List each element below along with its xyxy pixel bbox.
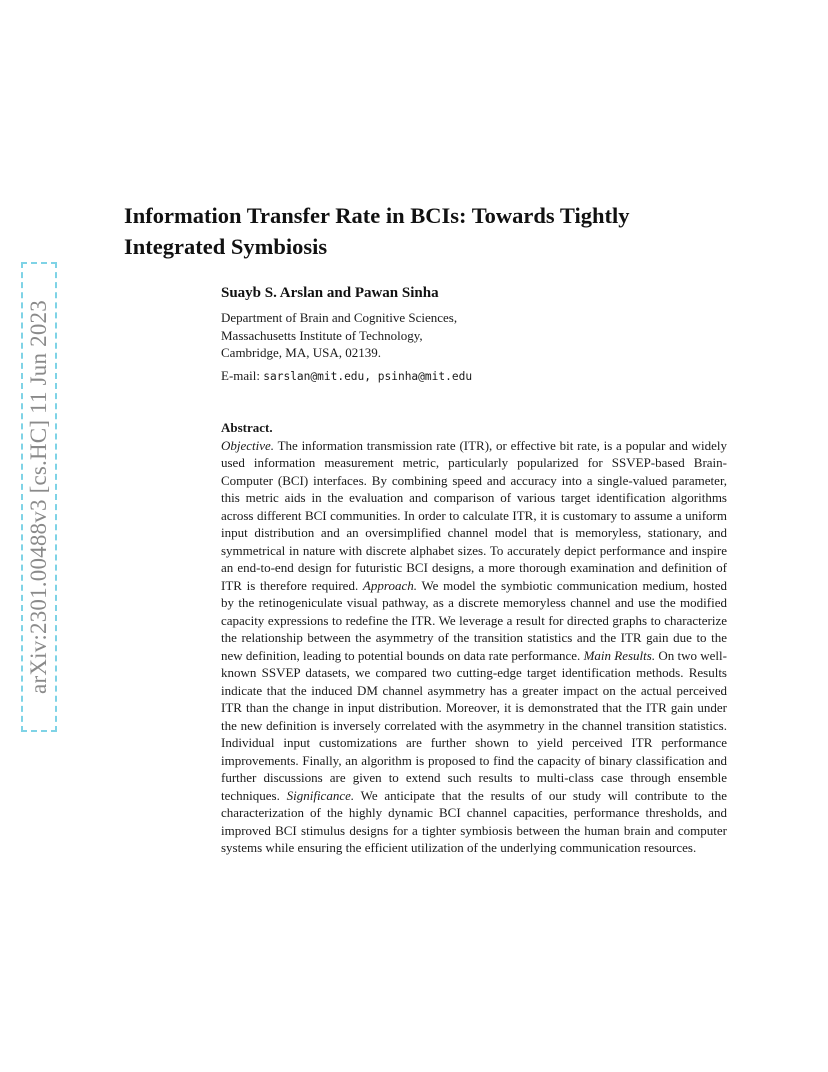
significance-text: We anticipate that the results of our study will contribute to the characterization of the highly dynamic BCI channel capacities, performance thresholds, and improved BCI stimulus designs for a tighter symbiosis between the human brain and computer systems while ensuring the efficient utilization of the underlying communication resources.	[221, 787, 728, 855]
objective-text: The information transmission rate (ITR), or effective bit rate, is a popular and widely used information measurement metric, particularly popularized for SSVEP-based Brain-Computer (BCI) interfaces. By combining speed and accuracy into a single-valued parameter, this metric aids in the evaluation and comparison of various target identification algorithms across different BCI communities. In order to calculate ITR, it is customary to assume a uniform input distribution and an oversimplified channel model that is memoryless, stationary, and symmetrical in nature with discrete alphabet sizes. To accurately depict performance and inspire an end-to-end design for futuristic BCI designs, a more thorough examination and definition of ITR is therefore required.	[221, 437, 727, 593]
approach-label: Approach.	[362, 577, 417, 593]
abstract-heading: Abstract.	[221, 420, 273, 435]
abstract-body	[221, 437, 727, 857]
email-addresses: sarslan@mit.edu, psinha@mit.edu	[263, 370, 473, 383]
paper-authors: Suayb S. Arslan and Pawan Sinha	[221, 285, 439, 301]
affiliation-line: Massachusetts Institute of Technology,	[221, 327, 423, 343]
affiliation	[221, 309, 457, 362]
results-label: Main Results.	[583, 647, 656, 663]
paper-title: Information Transfer Rate in BCIs: Towards Tightly Integrated Symbiosis	[124, 203, 630, 259]
objective-label: Objective.	[221, 437, 275, 453]
significance-label: Significance.	[286, 787, 355, 803]
email-line	[221, 368, 472, 384]
results-text: On two well-known SSVEP datasets, we compared two cutting-edge target identification methods. Results indicate that the induced DM channel asymmetry has a greater impact on the actual perceived ITR than the change in input distribution. Moreover, it is demonstrated that the ITR gain under the new definition is inversely correlated with the asymmetry in the channel transition statistics. Individual input customizations are further shown to yield perceived ITR performance improvements. Finally, an algorithm is proposed to find the capacity of binary classification and further discussions are given to extend such results to multi-class case through ensemble techniques.	[221, 647, 727, 803]
arxiv-identifier: arXiv:2301.00488v3 [cs.HC] 11 Jun 2023	[26, 300, 51, 694]
approach-text: We model the symbiotic communication medium, hosted by the retinogeniculate visual pathway, as a discrete memoryless channel and use the modified capacity expressions to redefine the ITR. We leverage a result for directed graphs to characterize the relationship between the asymmetry of the transition statistics and the ITR gain due to the new definition, leading to potential bounds on data rate performance.	[221, 577, 728, 663]
abstract-section	[221, 419, 727, 857]
affiliation-line: Department of Brain and Cognitive Sciences,	[221, 310, 458, 325]
affiliation-line: Cambridge, MA, USA, 02139.	[221, 345, 381, 360]
email-label: E-mail:	[221, 368, 260, 383]
